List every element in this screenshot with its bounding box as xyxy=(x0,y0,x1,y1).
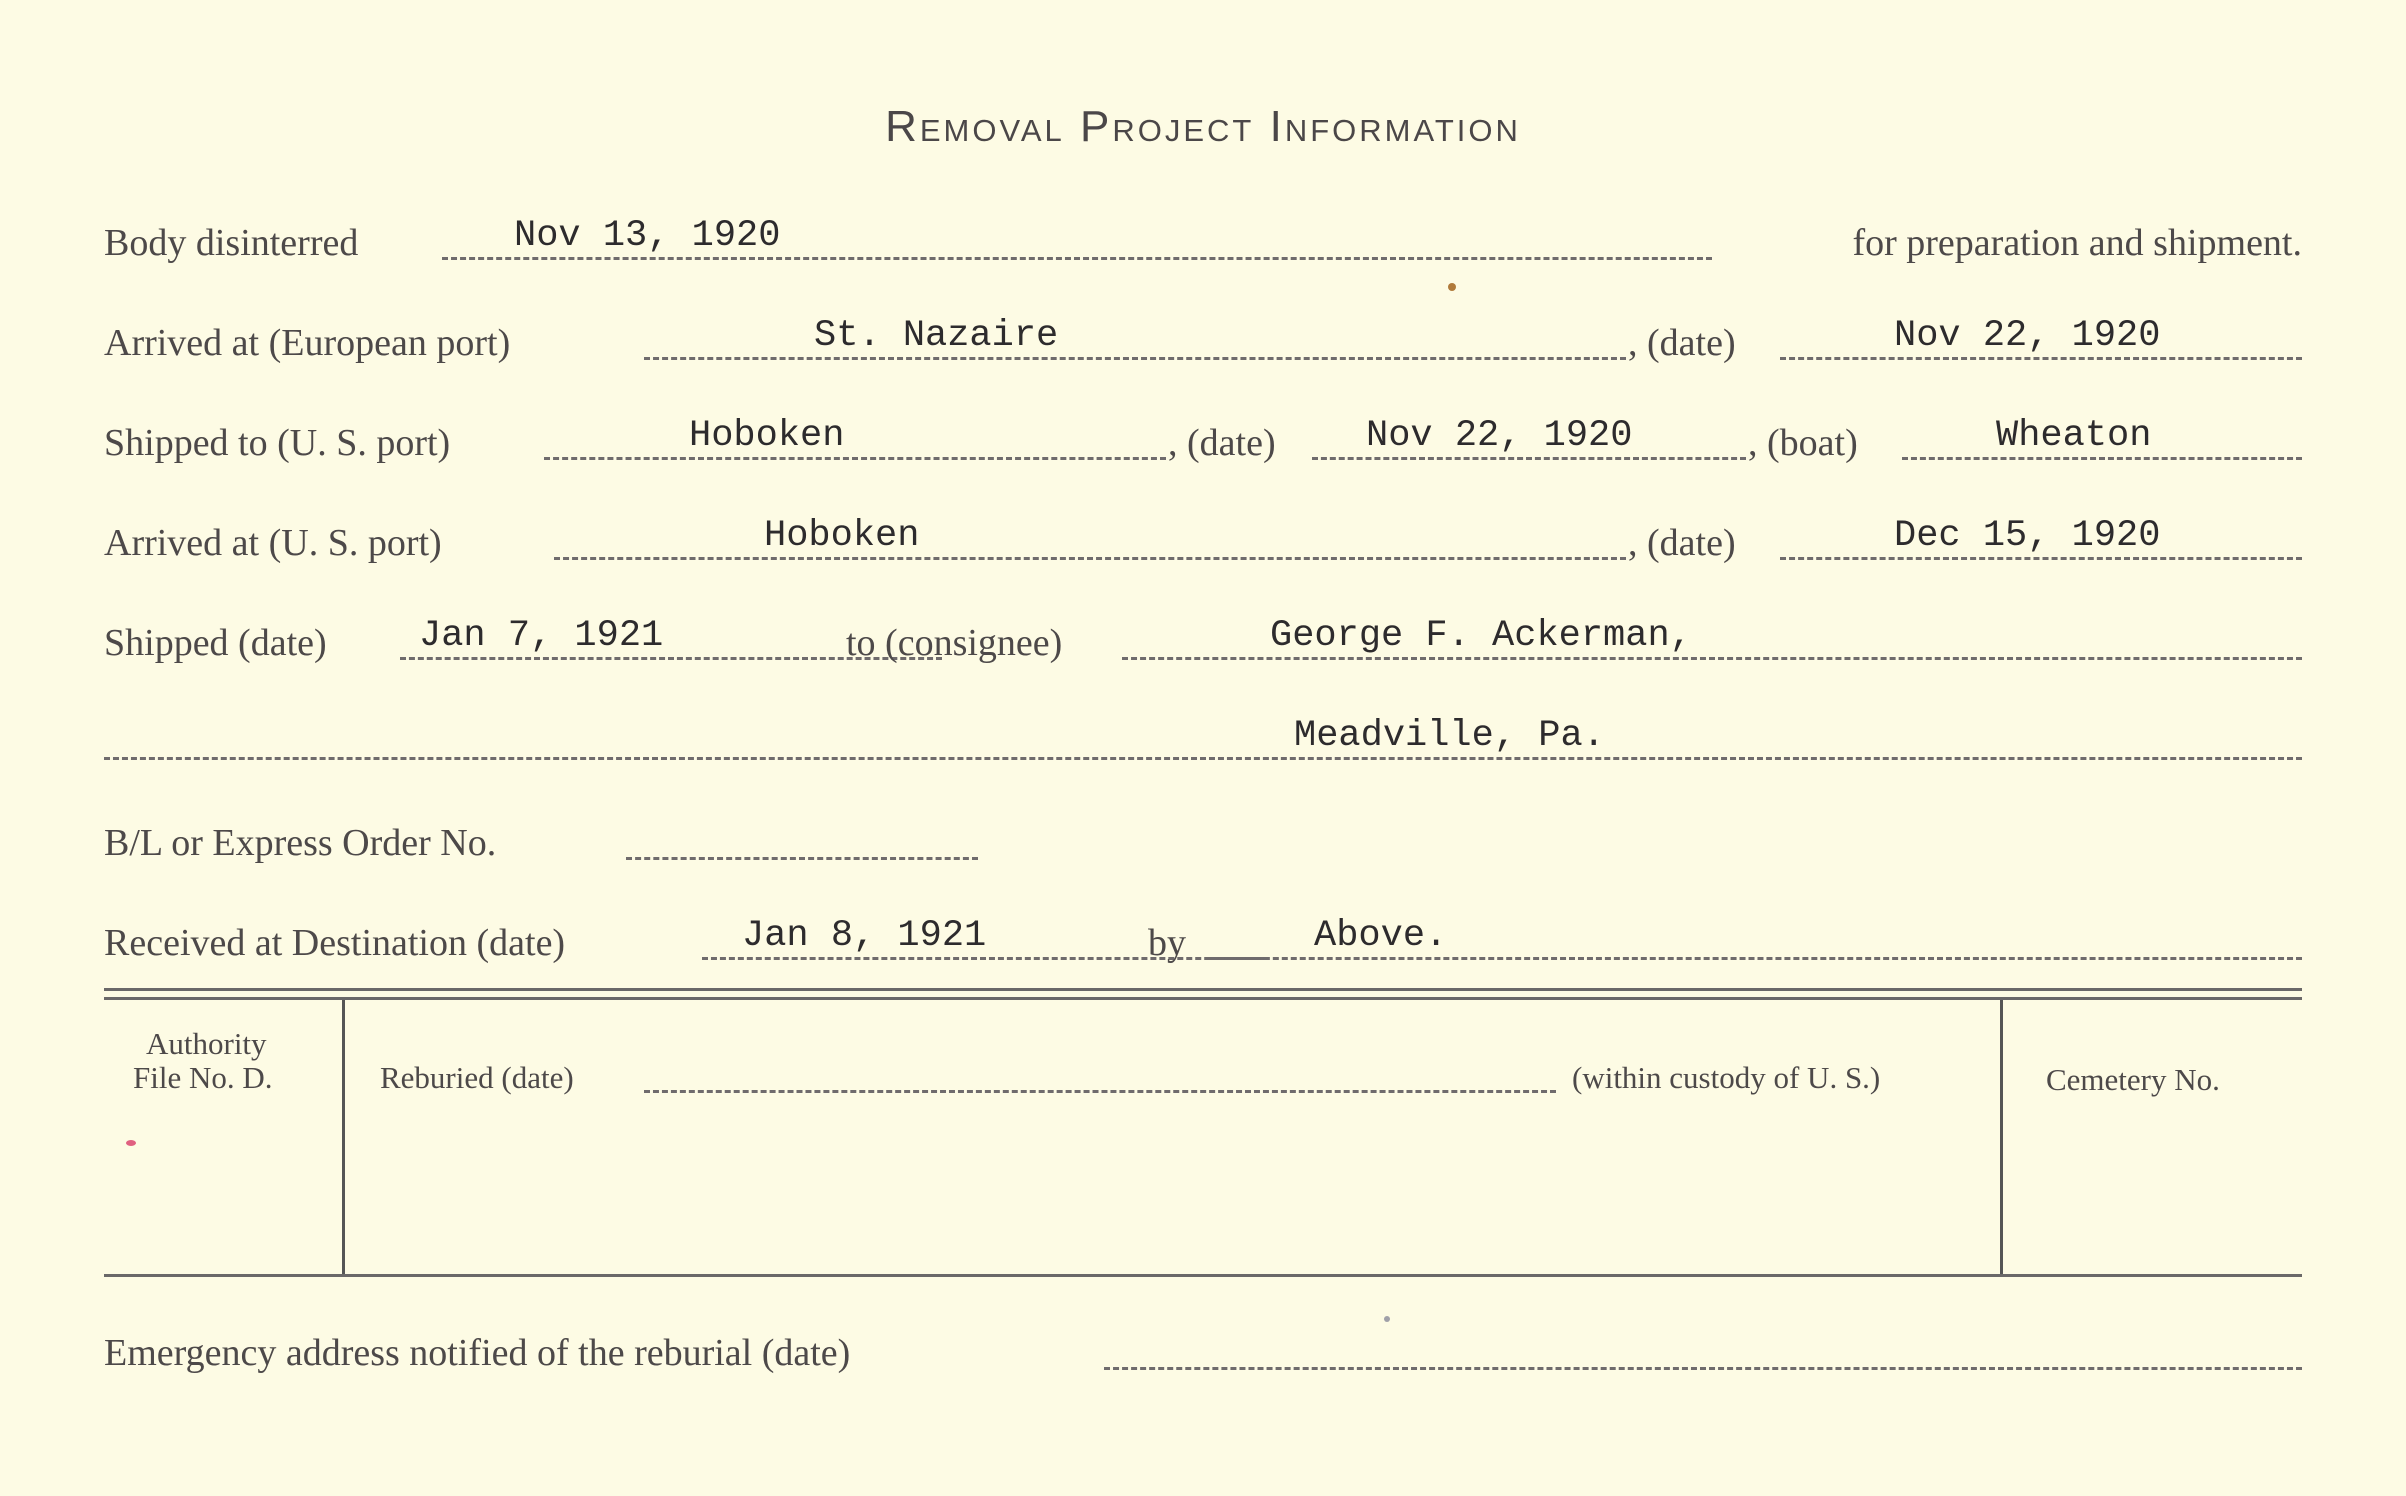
arrived-us-label: Arrived at (U. S. port) xyxy=(104,522,442,564)
bl-label: B/L or Express Order No. xyxy=(104,822,497,864)
arrived-eu-date-line xyxy=(1780,357,2302,360)
row-shipped xyxy=(104,615,2302,675)
disinterred-suffix: for preparation and shipment. xyxy=(1852,222,2302,264)
arrived-us-date-label: , (date) xyxy=(1628,522,1736,564)
shipped-us-boat-value[interactable]: Wheaton xyxy=(1996,415,2152,457)
table-bottom-rule xyxy=(104,1274,2302,1277)
arrived-eu-date-value[interactable]: Nov 22, 1920 xyxy=(1894,315,2161,357)
shipped-us-label: Shipped to (U. S. port) xyxy=(104,422,451,464)
row-arrived-european-port xyxy=(104,315,2302,375)
arrived-eu-value[interactable]: St. Nazaire xyxy=(814,315,1059,357)
row-arrived-us-port xyxy=(104,515,2302,575)
shipped-us-value[interactable]: Hoboken xyxy=(689,415,845,457)
disinterred-label: Body disinterred xyxy=(104,222,359,264)
emergency-label: Emergency address notified of the reburial (date) xyxy=(104,1332,851,1374)
shipped-label: Shipped (date) xyxy=(104,622,327,664)
table-top-rule-2 xyxy=(104,997,2302,1000)
by-value[interactable]: Above. xyxy=(1314,915,1448,957)
shipped-us-boat-line xyxy=(1902,457,2302,460)
received-label: Received at Destination (date) xyxy=(104,922,566,964)
shipped-us-boat-label: , (boat) xyxy=(1748,422,1858,464)
disinterred-value[interactable]: Nov 13, 1920 xyxy=(514,215,781,257)
arrived-eu-line xyxy=(644,357,1626,360)
by-label: by xyxy=(1148,922,1186,964)
ink-mark xyxy=(126,1140,136,1146)
shipped-value[interactable]: Jan 7, 1921 xyxy=(419,615,664,657)
shipped-us-line xyxy=(544,457,1166,460)
authority-label-line2: File No. D. xyxy=(133,1060,273,1095)
table-divider-left xyxy=(342,1000,345,1274)
cemetery-label: Cemetery No. xyxy=(2046,1062,2220,1097)
table-top-rule-1 xyxy=(104,988,2302,991)
row-consignee-address xyxy=(104,715,2302,775)
disinterred-line xyxy=(442,257,1712,260)
row-received xyxy=(104,915,2302,975)
consignee-address-line xyxy=(104,757,2302,760)
paper-speck xyxy=(1448,283,1456,291)
received-value[interactable]: Jan 8, 1921 xyxy=(742,915,987,957)
custody-label: (within custody of U. S.) xyxy=(1572,1060,1881,1095)
consignee-value[interactable]: George F. Ackerman, xyxy=(1270,615,1692,657)
arrived-us-line xyxy=(554,557,1626,560)
authority-label-line1: Authority xyxy=(146,1026,267,1061)
arrived-eu-label: Arrived at (European port) xyxy=(104,322,511,364)
reburied-label: Reburied (date) xyxy=(380,1060,574,1095)
table-divider-right xyxy=(2000,1000,2003,1274)
shipped-us-date-value[interactable]: Nov 22, 1920 xyxy=(1366,415,1633,457)
card-title: Removal Project Information xyxy=(885,102,1521,151)
arrived-us-value[interactable]: Hoboken xyxy=(764,515,920,557)
row-disinterred xyxy=(104,215,2302,275)
by-line xyxy=(1210,957,2302,960)
row-shipped-us-port xyxy=(104,415,2302,475)
shipped-us-date-line xyxy=(1312,457,1746,460)
arrived-us-date-line xyxy=(1780,557,2302,560)
shipped-us-date-label: , (date) xyxy=(1168,422,1276,464)
consignee-address-value[interactable]: Meadville, Pa. xyxy=(1294,715,1605,757)
consignee-label: to (consignee) xyxy=(846,622,1063,664)
consignee-line xyxy=(1122,657,2302,660)
arrived-eu-date-label: , (date) xyxy=(1628,322,1736,364)
row-bl xyxy=(104,815,2302,875)
paper-speck xyxy=(1384,1316,1390,1322)
bl-line xyxy=(626,857,978,860)
row-emergency xyxy=(104,1325,2302,1385)
reburied-line xyxy=(644,1090,1556,1093)
arrived-us-date-value[interactable]: Dec 15, 1920 xyxy=(1894,515,2161,557)
emergency-line xyxy=(1104,1367,2302,1370)
